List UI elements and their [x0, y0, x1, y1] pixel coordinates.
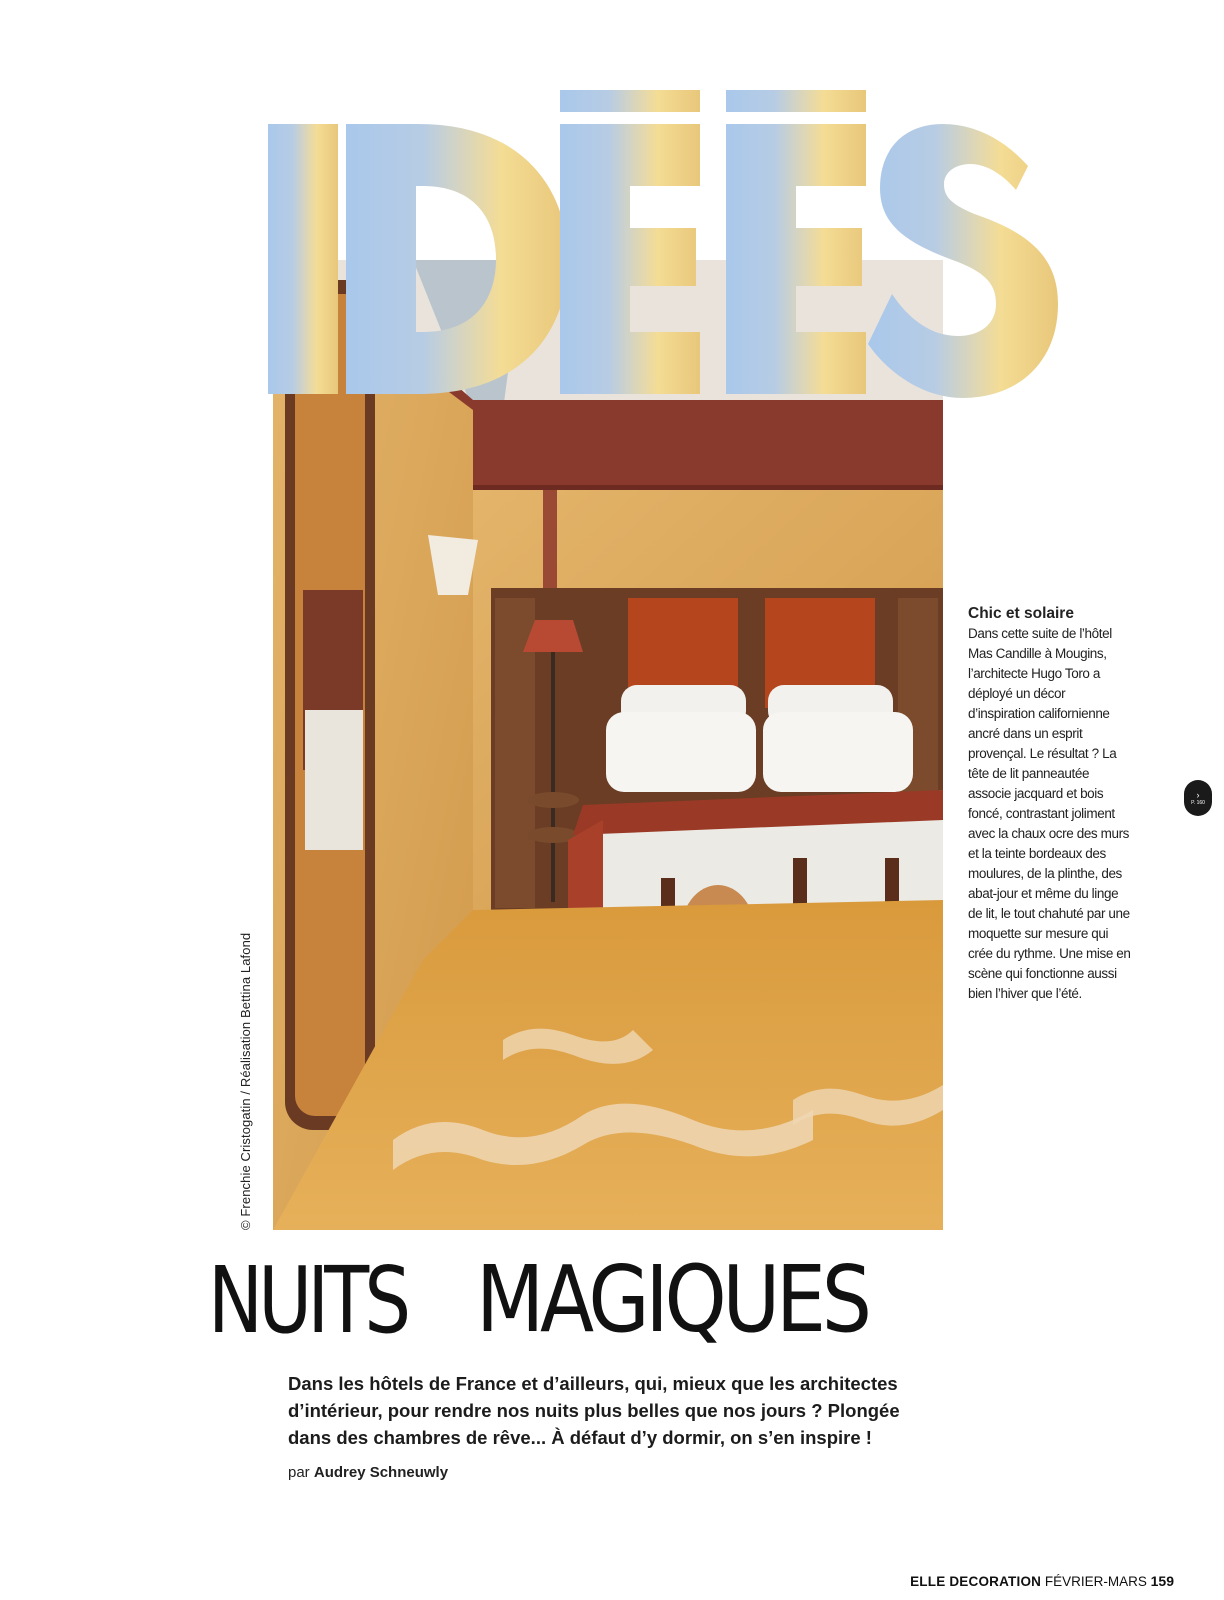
headline-light-word: NUITS	[208, 1247, 407, 1354]
caption-title: Chic et solaire	[968, 605, 1074, 622]
headline-bold-word: MAGIQUES	[476, 1246, 868, 1353]
chevron-right-icon: ›	[1196, 790, 1200, 800]
photo-credit: © Frenchie Cristogatin / Réalisation Bettina Lafond	[238, 932, 253, 1230]
footer-page-number: 159	[1150, 1573, 1174, 1589]
footer-magazine: ELLE DECORATION	[910, 1574, 1042, 1589]
page-footer	[910, 1573, 1174, 1589]
article-byline	[288, 1464, 448, 1481]
masthead-letters	[268, 86, 1088, 406]
article-standfirst: Dans les hôtels de France et d’ailleurs, qui, mieux que les architectes d’intérieur, pour rendre nos nuits plus belles que nos jours ? Plongée dans des chambres de rêve... À défaut d’y dormir, on s’en inspire !	[288, 1373, 900, 1448]
article-headline	[208, 1246, 968, 1354]
byline-prefix: par	[288, 1464, 314, 1481]
page-reference-label: P. 160	[1191, 800, 1205, 806]
byline-author: Audrey Schneuwly	[313, 1464, 449, 1481]
page-reference-tab[interactable]	[1184, 780, 1212, 816]
caption-body: Dans cette suite de l’hôtel Mas Candille à Mougins, l’architecte Hugo Toro a déployé un décor d’inspiration californienne ancré dans un esprit provençal. Le résultat ? La tête de lit panneautée associe jacquard et bois foncé, contrastant joliment avec la chaux ocre des murs et la teinte bordeaux des moulures, de la plinthe, des abat-jour et même du linge de lit, le tout chahuté par une moquette sur mesure qui crée du rythme. Une mise en scène qui fonctionne aussi bien l’hiver que l’été.	[968, 626, 1131, 1001]
photo-caption	[968, 604, 1134, 1004]
masthead-title	[268, 86, 1088, 406]
footer-issue: FÉVRIER-MARS	[1044, 1574, 1147, 1589]
